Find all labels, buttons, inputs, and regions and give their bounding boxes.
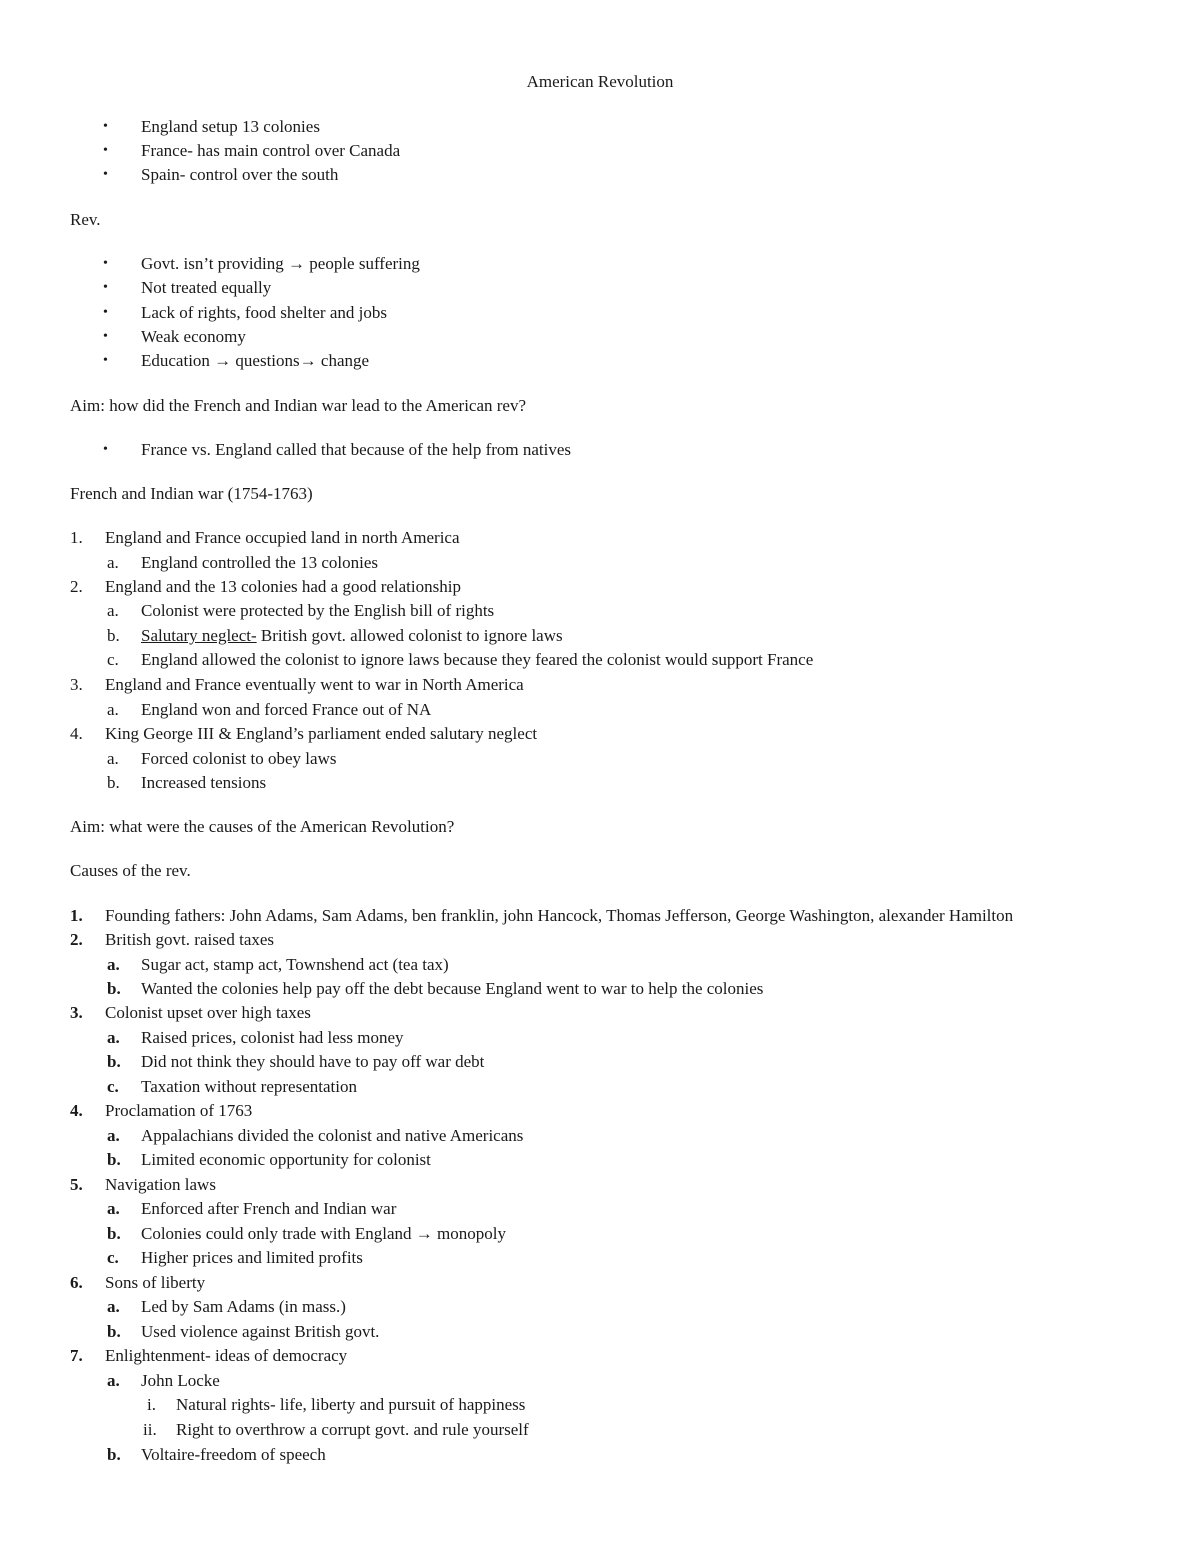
list-letter: a. (107, 700, 119, 719)
list-letter: a. (107, 1371, 120, 1390)
list-letter: a. (107, 1126, 120, 1145)
list-letter: a. (107, 1199, 120, 1218)
list-letter: c. (107, 1077, 119, 1096)
sub-list-item: Sugar act, stamp act, Townshend act (tea tax) (141, 955, 449, 974)
list-letter: b. (107, 626, 120, 645)
sub-list-item: Enforced after French and Indian war (141, 1199, 397, 1218)
sub-list-item: Colonist were protected by the English bill of rights (141, 601, 495, 620)
list-item: France- has main control over Canada (141, 141, 401, 160)
page-title: American Revolution (526, 72, 674, 91)
list-letter: a. (107, 1297, 120, 1316)
list-letter: b. (107, 979, 121, 998)
list-item: Govt. isn’t providing → people suffering (141, 254, 420, 273)
sub-sub-list-item: Natural rights- life, liberty and pursuit of happiness (176, 1395, 526, 1414)
sub-list-item: Led by Sam Adams (in mass.) (141, 1297, 346, 1316)
list-item: England setup 13 colonies (141, 117, 320, 136)
sub-list-item: Wanted the colonies help pay off the debt because England went to war to help the colonies (141, 979, 764, 998)
list-item: Spain- control over the south (141, 165, 339, 184)
section-heading: Causes of the rev. (70, 861, 191, 880)
list-number: 4. (70, 1101, 83, 1120)
list-letter: a. (107, 955, 120, 974)
list-number: 5. (70, 1175, 83, 1194)
sub-list-item: Limited economic opportunity for colonist (141, 1150, 431, 1169)
sub-list-item: Used violence against British govt. (141, 1322, 380, 1341)
sub-sub-list-item: Right to overthrow a corrupt govt. and rule yourself (176, 1420, 529, 1439)
bullet-icon: • (103, 167, 108, 182)
list-item: Navigation laws (105, 1175, 216, 1194)
list-letter: a. (107, 749, 119, 768)
sub-list-item (141, 625, 563, 647)
list-letter: b. (107, 1445, 121, 1464)
list-letter: a. (107, 1028, 120, 1047)
list-number: 2. (70, 577, 83, 596)
list-item: England and France eventually went to war in North America (105, 675, 524, 694)
list-number: 1. (70, 528, 83, 547)
list-number: 4. (70, 724, 83, 743)
sub-list-item: Raised prices, colonist had less money (141, 1028, 404, 1047)
list-letter: b. (107, 773, 120, 792)
list-item: England and France occupied land in north America (105, 528, 460, 547)
sub-list-item: Taxation without representation (141, 1077, 357, 1096)
list-item: France vs. England called that because of the help from natives (141, 440, 572, 459)
sub-list-item: Colonies could only trade with England → monopoly (141, 1224, 506, 1243)
bullet-icon: • (103, 305, 108, 320)
list-item: Not treated equally (141, 278, 272, 297)
bullet-icon: • (103, 143, 108, 158)
sub-list-item: Higher prices and limited profits (141, 1248, 363, 1267)
sub-list-item: Voltaire-freedom of speech (141, 1445, 326, 1464)
bullet-icon: • (103, 353, 108, 368)
list-number: 6. (70, 1273, 83, 1292)
sub-list-item: Forced colonist to obey laws (141, 749, 337, 768)
list-letter: a. (107, 553, 119, 572)
list-item: King George III & England’s parliament ended salutary neglect (105, 724, 538, 743)
list-item: British govt. raised taxes (105, 930, 275, 949)
term-definition: British govt. allowed colonist to ignore laws (256, 626, 563, 645)
bullet-icon: • (103, 442, 108, 457)
list-item: Education → questions→ change (141, 351, 370, 370)
list-item: Sons of liberty (105, 1273, 206, 1292)
aim-heading: Aim: how did the French and Indian war lead to the American rev? (70, 396, 527, 415)
list-roman: ii. (143, 1420, 157, 1439)
list-number: 1. (70, 906, 83, 925)
bullet-icon: • (103, 119, 108, 134)
rev-heading: Rev. (70, 210, 101, 229)
underlined-term: Salutary neglect- (141, 626, 257, 645)
sub-list-item: Did not think they should have to pay off war debt (141, 1052, 485, 1071)
list-letter: c. (107, 650, 119, 669)
list-number: 3. (70, 675, 83, 694)
list-item: Weak economy (141, 327, 246, 346)
list-item: Colonist upset over high taxes (105, 1003, 311, 1022)
list-item: England and the 13 colonies had a good relationship (105, 577, 461, 596)
list-letter: b. (107, 1224, 121, 1243)
bullet-icon: • (103, 280, 108, 295)
section-heading: French and Indian war (1754-1763) (70, 484, 313, 503)
sub-list-item: Increased tensions (141, 773, 267, 792)
list-number: 2. (70, 930, 83, 949)
list-letter: b. (107, 1150, 121, 1169)
bullet-icon: • (103, 256, 108, 271)
list-number: 3. (70, 1003, 83, 1022)
sub-list-item: Appalachians divided the colonist and native Americans (141, 1126, 524, 1145)
list-item: Proclamation of 1763 (105, 1101, 253, 1120)
list-number: 7. (70, 1346, 83, 1365)
bullet-icon: • (103, 329, 108, 344)
list-letter: b. (107, 1322, 121, 1341)
list-letter: a. (107, 601, 119, 620)
list-roman: i. (147, 1395, 156, 1414)
list-item: Founding fathers: John Adams, Sam Adams, ben franklin, john Hancock, Thomas Jefferson, George Washington, alexander Hamilton (105, 906, 1014, 925)
list-letter: b. (107, 1052, 121, 1071)
list-item: Enlightenment- ideas of democracy (105, 1346, 348, 1365)
sub-list-item: England allowed the colonist to ignore laws because they feared the colonist would support France (141, 650, 814, 669)
aim-heading: Aim: what were the causes of the American Revolution? (70, 817, 455, 836)
list-item: Lack of rights, food shelter and jobs (141, 303, 387, 322)
list-letter: c. (107, 1248, 119, 1267)
sub-list-item: England controlled the 13 colonies (141, 553, 378, 572)
sub-list-item: England won and forced France out of NA (141, 700, 432, 719)
sub-list-item: John Locke (141, 1371, 220, 1390)
